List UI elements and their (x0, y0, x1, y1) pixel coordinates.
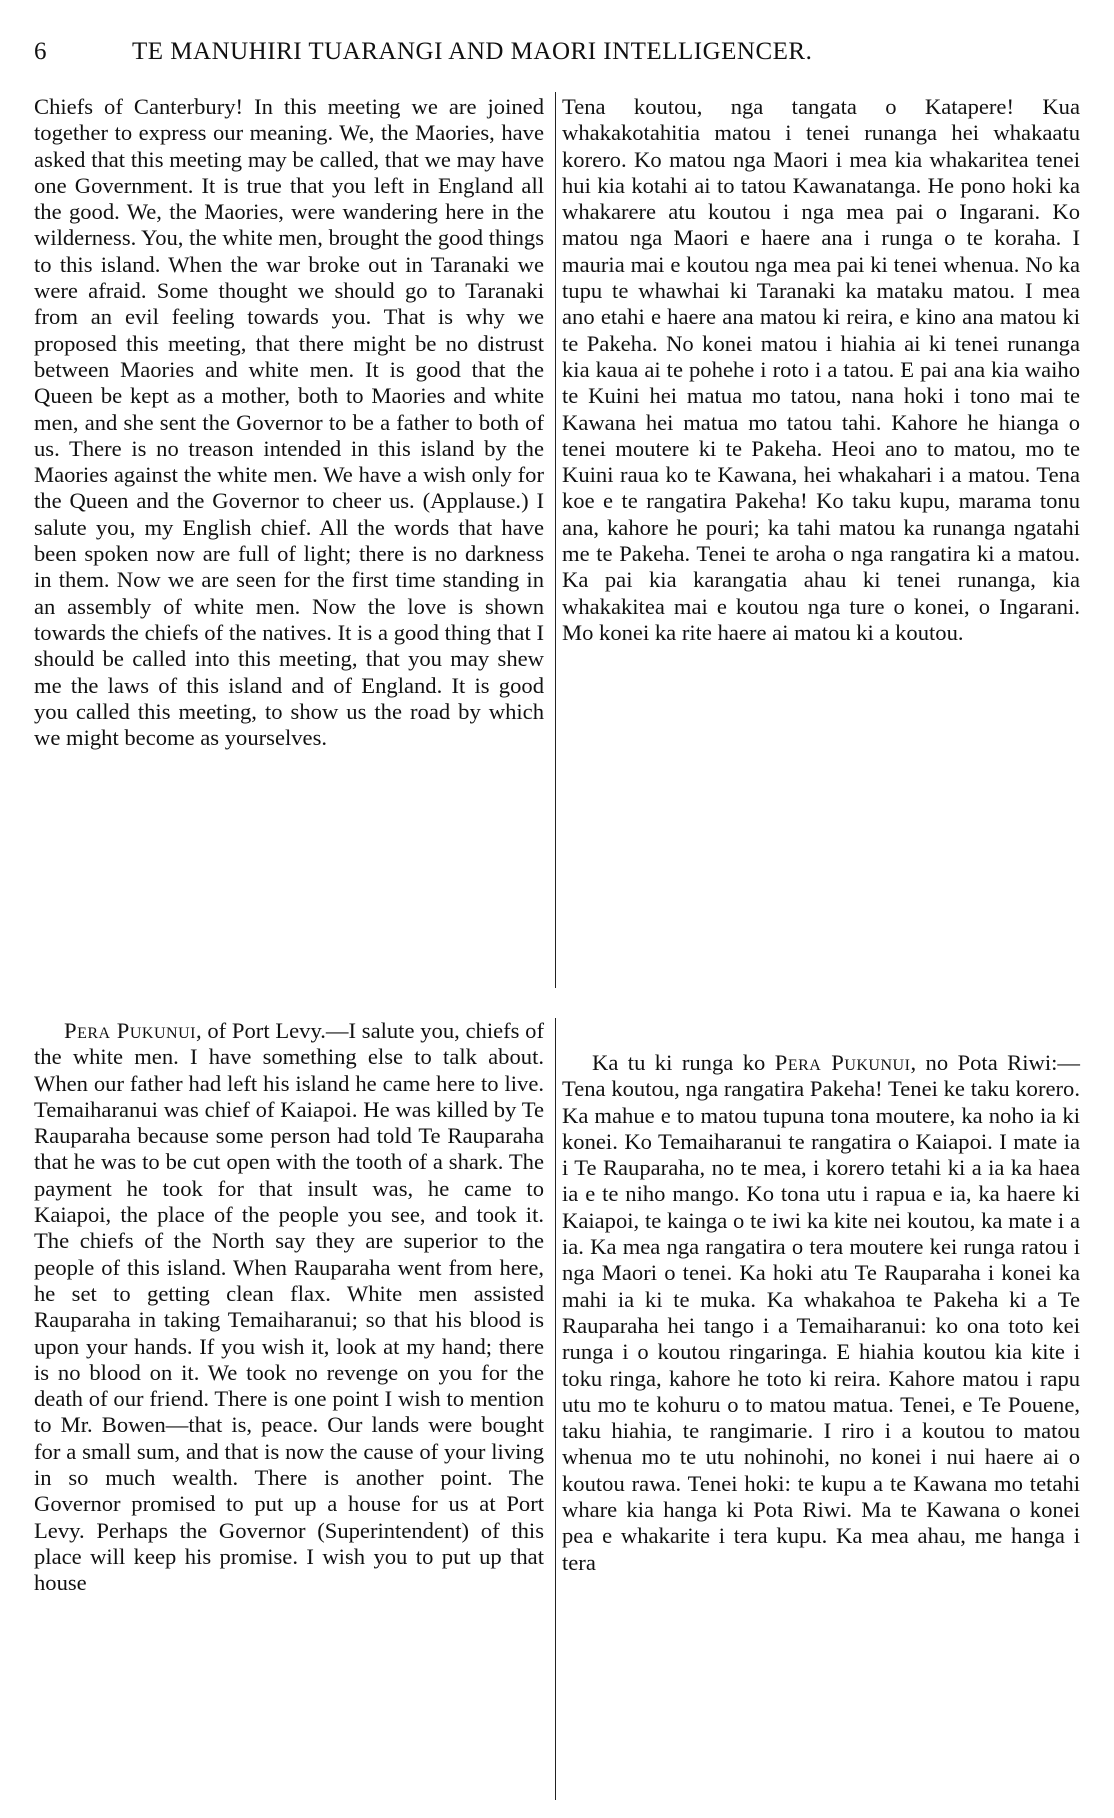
maori-column-top (562, 94, 1080, 646)
maori-speaker-text: Tena koutou, nga rangatira Pakeha! Tenei ke taku korero. Ka mahue e to matou tupuna tona moutere, ka noho ia ki konei. Ko Temaiharanui te rangatira o Kaiapoi. I mate ia i Te Rauparaha, no te mea, i korero tetahi ki a ia ka haea ia e te niho mango. Ko tona utu i rapua e ia, ka haere ki Kaiapoi, te kainga o te iwi ka kite nei koutou, ka mate i a ia. Ka mea nga rangatira o tera moutere kei runga ratou i nga Maori o tenei. Ka hoki atu Te Rauparaha i konei ka mahi ia ki te muka. Ka whakahoa te Pakeha ki a Te Rauparaha hei tango i a Temaiharanui: ko ona toto kei runga i o koutou ringaringa. E hiahia koutou kia kite i toku ringa, kahore he toto ki reira. Kahore matou i rapu utu mo te kohuru o to matou matua. Tenei, e Te Pouene, taku hiahia, te rangimarie. I riro i a koutou to matou whenua mo te utu nohinohi, no konei i nui haere ai o koutou rawa. Tenei hoki: te kupu a te Kawana mo tetahi whare kia hanga ki Pota Riwi. Ma te Kawana o konei pea e whakarite i tera kupu. Ka mea ahau, me hanga i tera (562, 1076, 1080, 1575)
running-title: TE MANUHIRI TUARANGI AND MAORI INTELLIGENCER. (132, 38, 813, 65)
maori-speaker-paragraph (562, 1050, 1080, 1576)
english-speaker-text: I salute you, chiefs of the white men. I have something else to talk about. When our father had left his island he came here to live. Temaiharanui was chief of Kaiapoi. He was killed by Te Rauparaha because some person had told Te Rauparaha that he was to be cut open with the tooth of a shark. The payment he took for that insult was, he came to Kaiapoi, the place of the people you see, and took it. The chiefs of the North say they are superior to the people of this island. When Rauparaha went from here, he set to getting clean flax. White men assisted Rauparaha in taking Temaiharanui; so that his blood is upon your hands. If you wish it, look at my hand; there is no blood on it. We took no revenge on you for the death of our friend. There is one point I wish to mention to Mr. Bowen—that is, peace. Our lands were bought for a small sum, and that is now the cause of your living in so much wealth. There is another point. The Governor promised to put up a house for us at Port Levy. Perhaps the Governor (Superintendent) of this place will keep his promise. I wish you to put up that house (34, 1018, 545, 1596)
maori-speech-paragraph: Tena koutou, nga tangata o Katapere! Kua whakakotahitia matou i tenei runanga hei whakaatu korero. Ko matou nga Maori i mea kia whakaritea tenei hui kia kotahi ai to tatou Kawanatanga. He pono hoki ka whakarere atu koutou i nga mea pai o Ingarani. Ko matou nga Maori e haere ana i runga o te koraha. I mauria mai e koutou nga mea pai ki tenei whenua. No ka tupu te whawhai ki Taranaki ka mataku matou. I mea ano etahi e haere ana matou ki reira, e kino ana matou ki te Pakeha. No konei matou i hiahia ai ki tenei runanga kia kaua ai te pohehe i roto i a tatou. E pai ana kia waiho te Kuini hei matua mo tatou, nana hoki i tono mai te Kawana hei matua mo tatou tahi. Kahore he hianga o tenei moutere ki te Pakeha. Heoi ano to matou, mo te Kuini raua ko te Kawana, hei whakahari i a matou. Tena koe e te rangatira Pakeha! Ko taku kupu, marama tonu ana, kahore he pouri; ka tahi matou ka runanga ngatahi me te Pakeha. Tenei te aroha o nga rangatira ki a matou. Ka pai kia karangatia ahau ki tenei runanga, kia whakakitea mai e koutou nga ture o konei, o Ingarani. Mo konei ka rite haere ai matou ki a koutou. (562, 94, 1080, 645)
english-column-top (34, 94, 544, 751)
page-number: 6 (34, 38, 47, 65)
page-header (34, 38, 1084, 78)
maori-speaker-intro: Ka tu ki runga ko (592, 1050, 775, 1075)
english-speaker-paragraph (34, 1018, 544, 1597)
maori-speaker-place: , no Pota Riwi:— (910, 1050, 1080, 1075)
column-divider-top (555, 92, 556, 988)
column-divider-bottom (555, 1018, 556, 1800)
english-column-bottom (34, 1018, 544, 1597)
english-speech-paragraph: Chiefs of Canterbury! In this meeting we are joined together to express our meaning. We, the Maories, have asked that this meeting may be called, that we may have one Government. It is true that you left in England all the good. We, the Maories, were wandering here in the wilderness. You, the white men, brought the good things to this island. When the war broke out in Taranaki we were afraid. Some thought we should go to Taranaki from an evil feeling towards you. That is why we proposed this meeting, that there might be no distrust between Maories and white men. It is good that the Queen be kept as a mother, both to Maories and white men, and she sent the Governor to be a father to both of us. There is no treason intended in this island by the Maories against the white men. We have a wish only for the Queen and the Governor to cheer us. (Applause.) I salute you, my English chief. All the words that have been spoken now are full of light; there is no darkness in them. Now we are seen for the first time standing in an assembly of white men. Now the love is shown towards the chiefs of the natives. It is a good thing that I should be called into this meeting, that you may shew me the laws of this island and of England. It is good you called this meeting, to show us the road by which we might become as yourselves. (34, 94, 544, 751)
maori-speaker-name: Pera Pukunui (774, 1050, 911, 1075)
english-speaker-name: Pera Pukunui (64, 1018, 196, 1043)
maori-column-bottom (562, 1050, 1080, 1576)
english-speaker-place: , of Port Levy.— (195, 1018, 349, 1043)
